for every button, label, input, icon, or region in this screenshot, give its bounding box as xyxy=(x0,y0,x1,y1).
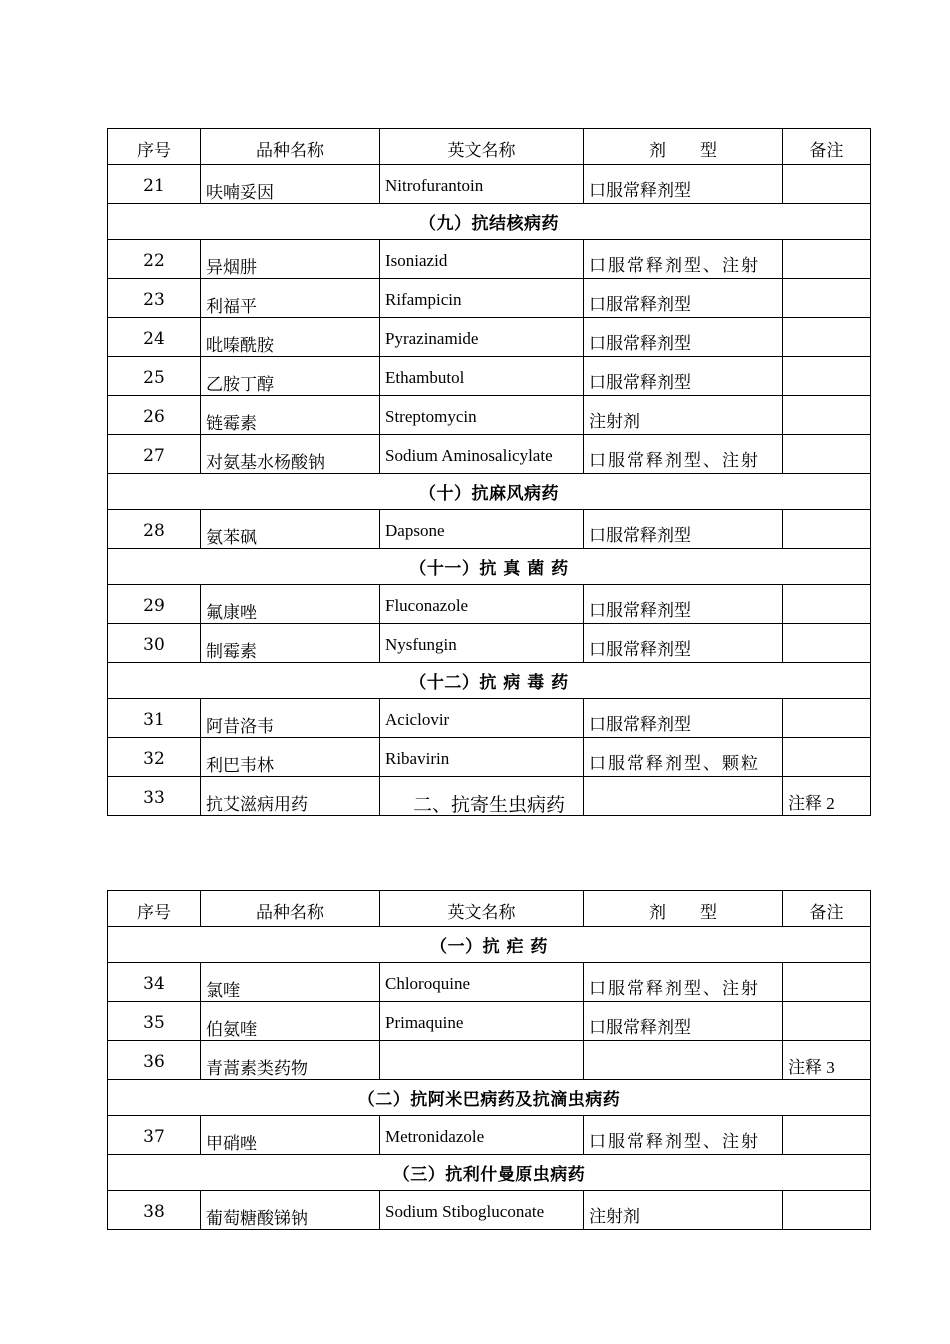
drug-table-1 xyxy=(107,128,871,816)
item-number: 33 xyxy=(108,777,201,816)
item-number: 28 xyxy=(108,510,201,549)
table-row xyxy=(108,624,871,663)
item-number: 24 xyxy=(108,318,201,357)
table-row xyxy=(108,963,871,1002)
chinese-name: 利巴韦林 xyxy=(201,738,380,777)
remark xyxy=(783,963,871,1002)
item-number: 34 xyxy=(108,963,201,1002)
chinese-name: 葡萄糖酸锑钠 xyxy=(201,1191,380,1230)
table-row xyxy=(108,1041,871,1080)
remark xyxy=(783,1191,871,1230)
english-name: Metronidazole xyxy=(380,1116,584,1155)
remark xyxy=(783,435,871,474)
table-row xyxy=(108,318,871,357)
item-number: 31 xyxy=(108,699,201,738)
section-title: （一）抗 疟 药 xyxy=(108,927,871,963)
table-row xyxy=(108,1002,871,1041)
remark xyxy=(783,318,871,357)
item-number: 37 xyxy=(108,1116,201,1155)
english-name: Ethambutol xyxy=(380,357,584,396)
english-name: Ribavirin xyxy=(380,738,584,777)
english-name: Primaquine xyxy=(380,1002,584,1041)
dosage-form: 注射剂 xyxy=(584,396,783,435)
section-row xyxy=(108,663,871,699)
section-row xyxy=(108,1080,871,1116)
column-header: 序号 xyxy=(108,891,201,927)
dosage-form: 口服常释剂型、注射 xyxy=(584,240,783,279)
drug-table-2 xyxy=(107,890,871,1230)
chinese-name: 乙胺丁醇 xyxy=(201,357,380,396)
english-name: Sodium Aminosalicylate xyxy=(380,435,584,474)
section-row xyxy=(108,927,871,963)
chinese-name: 氨苯砜 xyxy=(201,510,380,549)
table-row xyxy=(108,1191,871,1230)
remark xyxy=(783,699,871,738)
table-row xyxy=(108,738,871,777)
english-name: Streptomycin xyxy=(380,396,584,435)
section-title: （九）抗结核病药 xyxy=(108,204,871,240)
remark xyxy=(783,357,871,396)
column-header: 英文名称 xyxy=(380,129,584,165)
table-row xyxy=(108,510,871,549)
english-name: Aciclovir xyxy=(380,699,584,738)
item-number: 30 xyxy=(108,624,201,663)
remark xyxy=(783,279,871,318)
english-name: Rifampicin xyxy=(380,279,584,318)
remark xyxy=(783,624,871,663)
dosage-form: 口服常释剂型 xyxy=(584,699,783,738)
dosage-form xyxy=(584,1041,783,1080)
table-row xyxy=(108,396,871,435)
table-row xyxy=(108,240,871,279)
item-number: 26 xyxy=(108,396,201,435)
table-header-row xyxy=(108,129,871,165)
item-number: 25 xyxy=(108,357,201,396)
chinese-name: 制霉素 xyxy=(201,624,380,663)
english-name: Nitrofurantoin xyxy=(380,165,584,204)
remark xyxy=(783,165,871,204)
remark xyxy=(783,240,871,279)
dosage-form: 口服常释剂型 xyxy=(584,165,783,204)
table-row xyxy=(108,279,871,318)
chinese-name: 甲硝唑 xyxy=(201,1116,380,1155)
item-number: 27 xyxy=(108,435,201,474)
dosage-form: 口服常释剂型 xyxy=(584,624,783,663)
column-header: 英文名称 xyxy=(380,891,584,927)
table-row xyxy=(108,357,871,396)
table-row xyxy=(108,699,871,738)
chinese-name: 呋喃妥因 xyxy=(201,165,380,204)
dosage-form: 口服常释剂型 xyxy=(584,357,783,396)
section-title: （二）抗阿米巴病药及抗滴虫病药 xyxy=(108,1080,871,1116)
section-title: （三）抗利什曼原虫病药 xyxy=(108,1155,871,1191)
chinese-name: 异烟肼 xyxy=(201,240,380,279)
chinese-name: 链霉素 xyxy=(201,396,380,435)
section-row xyxy=(108,474,871,510)
section-title: （十一）抗 真 菌 药 xyxy=(108,549,871,585)
chinese-name: 伯氨喹 xyxy=(201,1002,380,1041)
column-header: 剂 型 xyxy=(584,891,783,927)
dosage-form: 口服常释剂型 xyxy=(584,279,783,318)
remark xyxy=(783,396,871,435)
section-title: （十二）抗 病 毒 药 xyxy=(108,663,871,699)
column-header: 备注 xyxy=(783,129,871,165)
item-number: 21 xyxy=(108,165,201,204)
english-name: Fluconazole xyxy=(380,585,584,624)
section-row xyxy=(108,204,871,240)
chinese-name: 对氨基水杨酸钠 xyxy=(201,435,380,474)
column-header: 序号 xyxy=(108,129,201,165)
item-number: 23 xyxy=(108,279,201,318)
remark xyxy=(783,1002,871,1041)
item-number: 35 xyxy=(108,1002,201,1041)
remark xyxy=(783,585,871,624)
item-number: 36 xyxy=(108,1041,201,1080)
section-row xyxy=(108,1155,871,1191)
dosage-form: 口服常释剂型 xyxy=(584,1002,783,1041)
table-row xyxy=(108,1116,871,1155)
remark xyxy=(783,1116,871,1155)
chinese-name: 抗艾滋病用药 xyxy=(201,777,380,816)
dosage-form: 口服常释剂型 xyxy=(584,318,783,357)
table-header-row xyxy=(108,891,871,927)
chinese-name: 吡嗪酰胺 xyxy=(201,318,380,357)
table-row xyxy=(108,165,871,204)
english-name: Chloroquine xyxy=(380,963,584,1002)
table-row xyxy=(108,435,871,474)
remark xyxy=(783,510,871,549)
chinese-name: 利福平 xyxy=(201,279,380,318)
table-row xyxy=(108,585,871,624)
chinese-name: 氟康唑 xyxy=(201,585,380,624)
chinese-name: 阿昔洛韦 xyxy=(201,699,380,738)
english-name: Isoniazid xyxy=(380,240,584,279)
column-header: 剂 型 xyxy=(584,129,783,165)
chinese-name: 氯喹 xyxy=(201,963,380,1002)
english-name: Nysfungin xyxy=(380,624,584,663)
column-header: 品种名称 xyxy=(201,891,380,927)
item-number: 32 xyxy=(108,738,201,777)
dosage-form: 注射剂 xyxy=(584,1191,783,1230)
section-title: （十）抗麻风病药 xyxy=(108,474,871,510)
english-name: Sodium Stibogluconate xyxy=(380,1191,584,1230)
item-number: 38 xyxy=(108,1191,201,1230)
remark: 注释 2 xyxy=(783,777,871,816)
remark: 注释 3 xyxy=(783,1041,871,1080)
remark xyxy=(783,738,871,777)
dosage-form: 口服常释剂型、注射 xyxy=(584,435,783,474)
column-header: 品种名称 xyxy=(201,129,380,165)
dosage-form: 口服常释剂型、注射 xyxy=(584,1116,783,1155)
dosage-form: 口服常释剂型 xyxy=(584,510,783,549)
item-number: 22 xyxy=(108,240,201,279)
section-row xyxy=(108,549,871,585)
item-number: 29 xyxy=(108,585,201,624)
section-heading: 二、抗寄生虫病药 xyxy=(412,794,565,816)
chinese-name: 青蒿素类药物 xyxy=(201,1041,380,1080)
column-header: 备注 xyxy=(783,891,871,927)
english-name xyxy=(380,1041,584,1080)
dosage-form: 口服常释剂型、颗粒 xyxy=(584,738,783,777)
dosage-form: 口服常释剂型 xyxy=(584,585,783,624)
dosage-form: 口服常释剂型、注射 xyxy=(584,963,783,1002)
english-name: Pyrazinamide xyxy=(380,318,584,357)
english-name: Dapsone xyxy=(380,510,584,549)
